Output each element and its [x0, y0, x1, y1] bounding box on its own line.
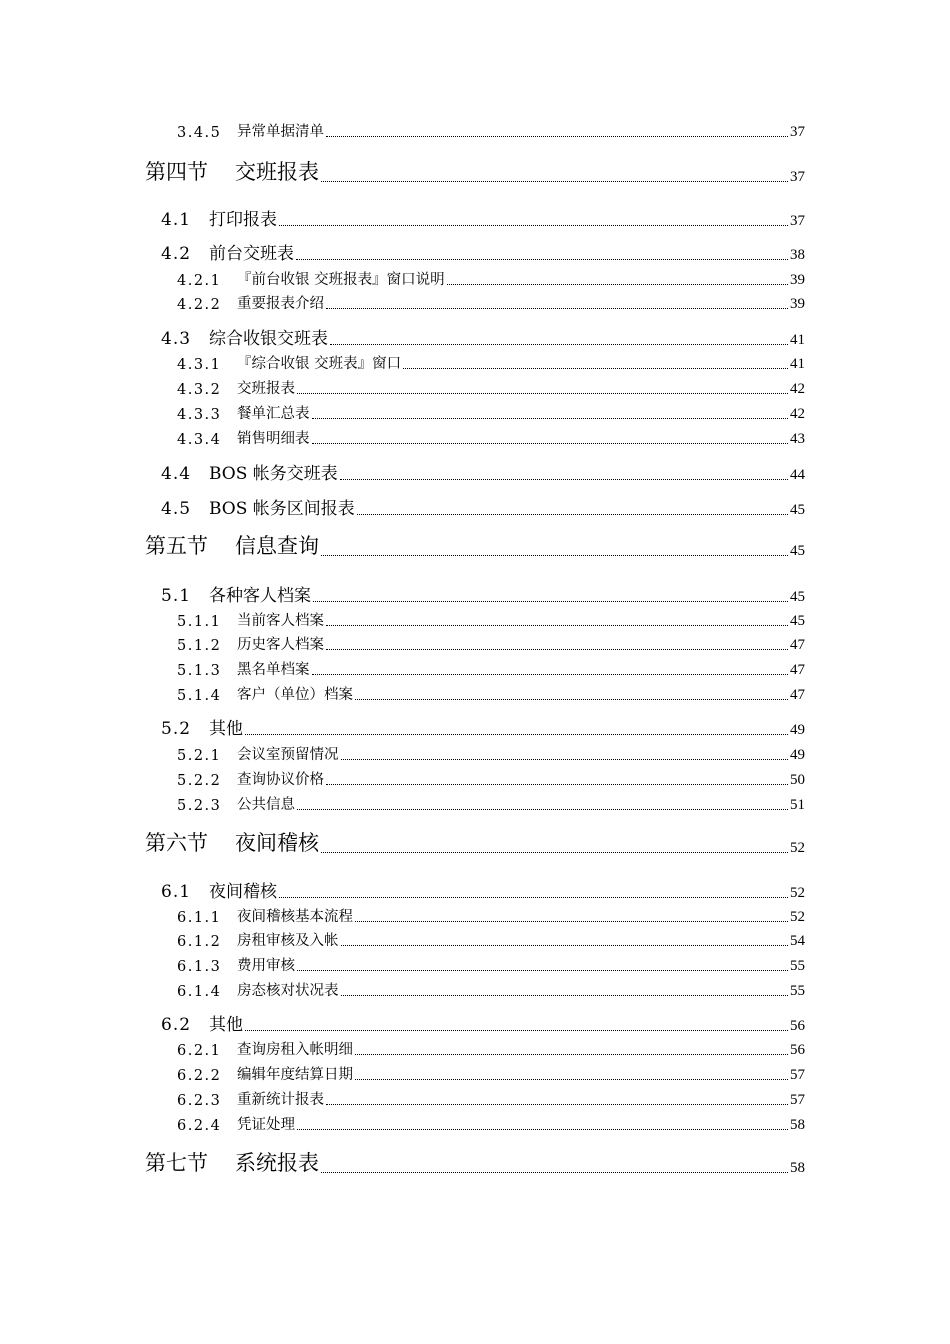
toc-entry-number: 5.1.2 [177, 638, 222, 654]
toc-dot-leader [321, 1172, 788, 1173]
toc-item-entry[interactable] [177, 271, 805, 289]
toc-entry-page-number: 39 [790, 272, 805, 288]
toc-section-entry[interactable] [145, 1153, 805, 1177]
toc-entry-title: 房租审核及入帐 [237, 933, 339, 949]
toc-entry-title: 查询房租入帐明细 [237, 1042, 353, 1058]
toc-entry-page-number: 49 [790, 747, 805, 763]
toc-item-entry[interactable] [177, 123, 805, 141]
toc-entry-page-number: 37 [790, 169, 805, 185]
toc-entry-page-number: 57 [790, 1067, 805, 1083]
toc-entry-title: 其他 [209, 719, 243, 739]
toc-entry-title: 夜间稽核 [209, 882, 277, 902]
toc-entry-page-number: 45 [790, 589, 805, 605]
toc-entry-number: 5.2 [161, 719, 192, 739]
toc-entry-page-number: 37 [790, 124, 805, 140]
toc-entry-title: 凭证处理 [237, 1117, 295, 1133]
toc-dot-leader [403, 368, 788, 369]
toc-entry-page-number: 56 [790, 1042, 805, 1058]
toc-dot-leader [245, 734, 788, 735]
toc-item-entry[interactable] [177, 908, 805, 926]
toc-item-entry[interactable] [177, 405, 805, 423]
toc-entry-page-number: 45 [790, 613, 805, 629]
toc-entry-page-number: 47 [790, 637, 805, 653]
toc-dot-leader [340, 479, 788, 480]
toc-dot-leader [326, 308, 788, 309]
toc-item-entry[interactable] [177, 1116, 805, 1134]
toc-entry-page-number: 37 [790, 213, 805, 229]
toc-entry-title: 『综合收银 交班表』窗口 [237, 356, 402, 372]
toc-entry-number: 4.2.1 [177, 273, 222, 289]
toc-entry-page-number: 55 [790, 983, 805, 999]
toc-entry-title: 重新统计报表 [237, 1092, 324, 1108]
toc-entry-number: 第五节 [145, 534, 208, 558]
toc-dot-leader [326, 784, 788, 785]
toc-item-entry[interactable] [177, 771, 805, 789]
toc-entry-number: 4.3.3 [177, 407, 222, 423]
toc-item-entry[interactable] [177, 380, 805, 398]
toc-entry-number: 5.1.1 [177, 614, 222, 630]
toc-entry-number: 5.2.3 [177, 798, 222, 814]
toc-dot-leader [326, 649, 788, 650]
toc-dot-leader [341, 759, 789, 760]
toc-entry-number: 5.1.4 [177, 688, 222, 704]
toc-dot-leader [297, 1129, 788, 1130]
toc-dot-leader [312, 674, 789, 675]
toc-entry-number: 4.2 [161, 244, 192, 264]
toc-entry-page-number: 44 [790, 467, 805, 483]
toc-dot-leader [296, 259, 788, 260]
toc-dot-leader [357, 514, 788, 515]
toc-entry-number: 6.1.3 [177, 959, 222, 975]
toc-subsection-entry[interactable] [161, 244, 805, 264]
toc-entry-page-number: 39 [790, 296, 805, 312]
toc-entry-number: 第四节 [145, 160, 208, 184]
toc-entry-page-number: 51 [790, 797, 805, 813]
toc-entry-title: BOS 帐务区间报表 [209, 499, 355, 519]
toc-entry-title: 餐单汇总表 [237, 406, 310, 422]
toc-dot-leader [321, 555, 788, 556]
toc-dot-leader [321, 181, 788, 182]
toc-entry-number: 6.1.2 [177, 934, 222, 950]
toc-entry-title: 夜间稽核 [235, 831, 319, 855]
toc-entry-page-number: 52 [790, 885, 805, 901]
toc-dot-leader [355, 921, 788, 922]
toc-item-entry[interactable] [177, 796, 805, 814]
toc-subsection-entry[interactable] [161, 882, 805, 902]
toc-item-entry[interactable] [177, 1066, 805, 1084]
toc-dot-leader [297, 393, 788, 394]
toc-dot-leader [326, 625, 788, 626]
toc-entry-title: 重要报表介绍 [237, 296, 324, 312]
toc-entry-title: 信息查询 [235, 534, 319, 558]
toc-entry-page-number: 43 [790, 431, 805, 447]
toc-dot-leader [355, 699, 788, 700]
toc-entry-title: 夜间稽核基本流程 [237, 909, 353, 925]
toc-entry-number: 4.5 [161, 499, 192, 519]
toc-entry-title: 各种客人档案 [209, 586, 311, 606]
toc-entry-number: 6.1.1 [177, 910, 222, 926]
toc-item-entry[interactable] [177, 1041, 805, 1059]
toc-entry-title: BOS 帐务交班表 [209, 464, 338, 484]
toc-item-entry[interactable] [177, 661, 805, 679]
toc-entry-title: 历史客人档案 [237, 637, 324, 653]
toc-entry-title: 其他 [209, 1015, 243, 1035]
toc-entry-number: 5.1 [161, 586, 192, 606]
toc-dot-leader [341, 995, 789, 996]
toc-entry-title: 异常单据清单 [237, 124, 324, 140]
toc-entry-page-number: 56 [790, 1018, 805, 1034]
toc-item-entry[interactable] [177, 430, 805, 448]
toc-entry-number: 6.2.3 [177, 1093, 222, 1109]
toc-entry-number: 5.1.3 [177, 663, 222, 679]
toc-entry-number: 4.1 [161, 210, 192, 230]
toc-dot-leader [297, 970, 788, 971]
toc-entry-title: 公共信息 [237, 797, 295, 813]
toc-entry-page-number: 45 [790, 543, 805, 559]
toc-entry-page-number: 42 [790, 406, 805, 422]
toc-entry-number: 6.2.2 [177, 1068, 222, 1084]
toc-entry-title: 交班报表 [235, 160, 319, 184]
toc-dot-leader [447, 284, 788, 285]
toc-dot-leader [326, 1104, 788, 1105]
toc-item-entry[interactable] [177, 982, 805, 1000]
toc-subsection-entry[interactable] [161, 464, 805, 484]
toc-dot-leader [341, 945, 789, 946]
toc-dot-leader [330, 344, 788, 345]
toc-dot-leader [321, 852, 788, 853]
toc-entry-page-number: 41 [790, 332, 805, 348]
toc-entry-title: 房态核对状况表 [237, 983, 339, 999]
toc-entry-page-number: 54 [790, 933, 805, 949]
toc-entry-page-number: 55 [790, 958, 805, 974]
toc-dot-leader [312, 418, 789, 419]
toc-entry-number: 6.2.4 [177, 1118, 222, 1134]
toc-item-entry[interactable] [177, 957, 805, 975]
toc-dot-leader [297, 809, 788, 810]
toc-entry-page-number: 41 [790, 356, 805, 372]
toc-entry-page-number: 47 [790, 687, 805, 703]
toc-entry-page-number: 45 [790, 502, 805, 518]
toc-dot-leader [355, 1054, 788, 1055]
toc-entry-title: 编辑年度结算日期 [237, 1067, 353, 1083]
toc-entry-title: 交班报表 [237, 381, 295, 397]
toc-subsection-entry[interactable] [161, 719, 805, 739]
toc-entry-number: 4.4 [161, 464, 192, 484]
toc-entry-number: 第七节 [145, 1151, 208, 1175]
toc-entry-page-number: 50 [790, 772, 805, 788]
toc-entry-page-number: 49 [790, 722, 805, 738]
toc-item-entry[interactable] [177, 295, 805, 313]
toc-dot-leader [326, 136, 788, 137]
toc-entry-number: 4.3.1 [177, 357, 222, 373]
toc-section-entry[interactable] [145, 536, 805, 560]
toc-section-entry[interactable] [145, 162, 805, 186]
toc-entry-title: 查询协议价格 [237, 772, 324, 788]
toc-entry-number: 4.2.2 [177, 297, 222, 313]
toc-entry-title: 销售明细表 [237, 431, 310, 447]
toc-entry-page-number: 58 [790, 1117, 805, 1133]
toc-dot-leader [312, 443, 789, 444]
toc-dot-leader [279, 897, 788, 898]
toc-entry-page-number: 58 [790, 1160, 805, 1176]
toc-entry-title: 客户（单位）档案 [237, 687, 353, 703]
toc-item-entry[interactable] [177, 355, 805, 373]
toc-entry-title: 费用审核 [237, 958, 295, 974]
toc-entry-number: 6.2.1 [177, 1043, 222, 1059]
toc-entry-number: 4.3.2 [177, 382, 222, 398]
toc-dot-leader [245, 1030, 788, 1031]
toc-entry-title: 『前台收银 交班报表』窗口说明 [237, 272, 445, 288]
toc-item-entry[interactable] [177, 636, 805, 654]
toc-item-entry[interactable] [177, 686, 805, 704]
toc-item-entry[interactable] [177, 746, 805, 764]
toc-subsection-entry[interactable] [161, 499, 805, 519]
toc-entry-page-number: 52 [790, 840, 805, 856]
toc-entry-page-number: 57 [790, 1092, 805, 1108]
toc-entry-page-number: 47 [790, 662, 805, 678]
toc-item-entry[interactable] [177, 1091, 805, 1109]
toc-section-entry[interactable] [145, 833, 805, 857]
toc-subsection-entry[interactable] [161, 210, 805, 230]
toc-entry-number: 4.3 [161, 329, 192, 349]
toc-entry-number: 第六节 [145, 831, 208, 855]
toc-entry-page-number: 42 [790, 381, 805, 397]
toc-dot-leader [313, 601, 788, 602]
toc-dot-leader [279, 225, 788, 226]
toc-subsection-entry[interactable] [161, 586, 805, 606]
toc-dot-leader [355, 1079, 788, 1080]
toc-entry-page-number: 38 [790, 247, 805, 263]
toc-item-entry[interactable] [177, 612, 805, 630]
toc-entry-number: 6.1.4 [177, 984, 222, 1000]
toc-entry-page-number: 52 [790, 909, 805, 925]
toc-entry-number: 3.4.5 [177, 125, 222, 141]
toc-entry-title: 打印报表 [209, 210, 277, 230]
toc-item-entry[interactable] [177, 932, 805, 950]
toc-entry-title: 综合收银交班表 [209, 329, 328, 349]
toc-entry-title: 黑名单档案 [237, 662, 310, 678]
toc-entry-title: 会议室预留情况 [237, 747, 339, 763]
toc-entry-title: 系统报表 [235, 1151, 319, 1175]
toc-entry-title: 前台交班表 [209, 244, 294, 264]
toc-entry-title: 当前客人档案 [237, 613, 324, 629]
toc-entry-number: 5.2.1 [177, 748, 222, 764]
toc-subsection-entry[interactable] [161, 1015, 805, 1035]
toc-subsection-entry[interactable] [161, 329, 805, 349]
toc-entry-number: 5.2.2 [177, 773, 222, 789]
toc-entry-number: 6.1 [161, 882, 192, 902]
toc-entry-number: 6.2 [161, 1015, 192, 1035]
toc-entry-number: 4.3.4 [177, 432, 222, 448]
